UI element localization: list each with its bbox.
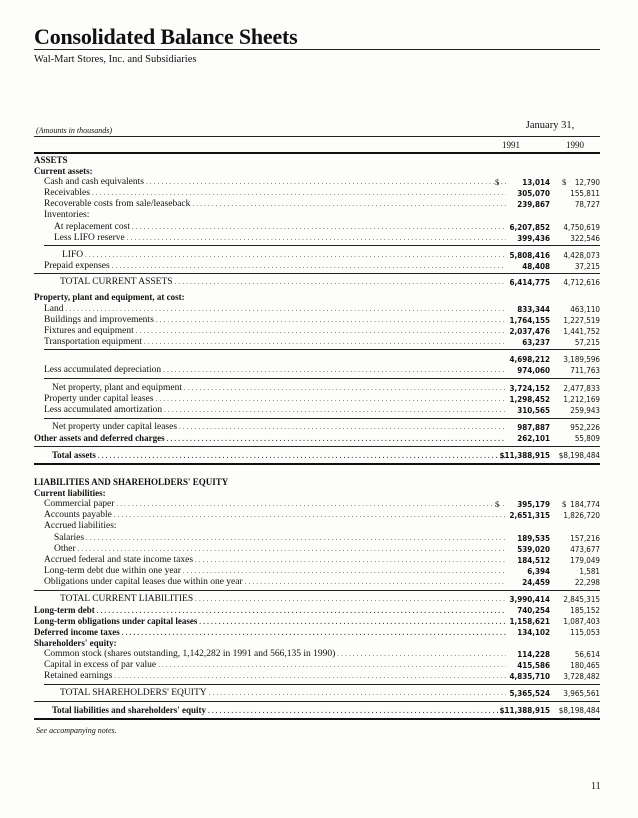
header-rule-bottom: [34, 152, 600, 154]
table-row: [34, 649, 600, 660]
table-row: [34, 277, 600, 288]
table-row: [34, 705, 600, 716]
value-1990: 4,712,616: [563, 278, 600, 287]
value-1990: 1,441,752: [563, 327, 600, 336]
net-leases-rule: [44, 418, 600, 419]
table-row: [34, 354, 600, 365]
row-label: Long-term debt due within one year . . .: [44, 566, 506, 577]
value-1990: 57,215: [574, 338, 600, 347]
value-1990: 3,965,561: [563, 689, 600, 698]
table-row: [34, 365, 600, 376]
table-row: [34, 566, 600, 577]
row-label: Other . . .: [54, 544, 506, 555]
value-1990: 259,943: [570, 406, 600, 415]
total-assets-rule-top: [34, 446, 600, 447]
row-label: Less LIFO reserve . . .: [54, 233, 506, 244]
value-1991: 239,867: [517, 200, 550, 209]
table-row: [34, 660, 600, 671]
table-row: [34, 326, 600, 337]
row-label: Long-term debt . . .: [34, 605, 506, 617]
row-label: Retained earnings . . .: [44, 671, 506, 682]
value-1991: 1,158,621: [509, 617, 550, 626]
table-row: [34, 544, 600, 555]
table-row: [34, 177, 600, 188]
value-1991: 63,237: [522, 338, 550, 347]
row-label: Salaries . . .: [54, 533, 506, 544]
row-label: Other assets and deferred charges . . .: [34, 433, 506, 445]
value-1991: 1,298,452: [509, 395, 550, 404]
current-assets-rule: [34, 273, 600, 274]
value-1990: 4,750,619: [563, 223, 600, 232]
value-1990: 37,215: [574, 262, 600, 271]
value-1990: 4,428,073: [563, 251, 600, 260]
value-1991: 5,365,524: [509, 689, 550, 698]
page-title: Consolidated Balance Sheets: [34, 24, 298, 49]
value-1990: 56,614: [574, 650, 600, 659]
table-row: [34, 638, 600, 649]
company-subtitle: Wal-Mart Stores, Inc. and Subsidiaries: [34, 54, 197, 65]
row-label: ASSETS: [34, 155, 68, 165]
table-row: [34, 210, 600, 221]
value-1990: 463,110: [570, 305, 600, 314]
row-label: Current liabilities:: [34, 488, 106, 498]
table-row: [34, 155, 600, 166]
value-1991: 6,394: [527, 567, 550, 576]
value-1990: 2,845,315: [563, 595, 600, 604]
table-row: [34, 292, 600, 303]
value-1990: 185,152: [570, 606, 600, 615]
row-label: Net property under capital leases . . .: [52, 422, 506, 433]
total-liabilities-rule-top: [34, 701, 600, 702]
column-header-1990: 1990: [566, 140, 584, 150]
value-1990: 711,763: [570, 366, 600, 375]
row-label: Accounts payable . . .: [44, 510, 506, 521]
row-label: Deferred income taxes . . .: [34, 627, 506, 639]
value-1990: 1,212,169: [563, 395, 600, 404]
table-row: [34, 166, 600, 177]
value-1990: $8,198,484: [558, 706, 600, 715]
value-1991: 4,698,212: [509, 355, 550, 364]
row-label: Inventories:: [44, 210, 90, 220]
header-rule-top: [34, 136, 600, 137]
table-row: [34, 188, 600, 199]
table-row: [34, 250, 600, 261]
row-label: Net property, plant and equipment . . .: [52, 383, 506, 394]
value-1990: 322,546: [570, 234, 600, 243]
table-row: [34, 627, 600, 638]
value-1991: 974,060: [517, 366, 550, 375]
title-rule: [34, 49, 600, 50]
value-1990: 22,298: [574, 578, 600, 587]
row-label: Accrued liabilities:: [44, 521, 117, 531]
value-1991: 13,014: [522, 178, 550, 187]
row-label: LIABILITIES AND SHAREHOLDERS' EQUITY: [34, 477, 229, 487]
value-1990: 55,809: [574, 434, 600, 443]
value-1991: 4,835,710: [509, 672, 550, 681]
table-row: [34, 594, 600, 605]
dollar-sign: $: [562, 177, 567, 187]
value-1991: 305,070: [517, 189, 550, 198]
value-1991: 987,887: [517, 423, 550, 432]
row-label: Capital in excess of par value . . .: [44, 660, 506, 671]
row-label: Buildings and improvements . . .: [44, 315, 506, 326]
row-label: TOTAL CURRENT ASSETS . . .: [60, 277, 506, 288]
value-1991: 262,101: [517, 434, 550, 443]
value-1990: 157,216: [570, 534, 600, 543]
value-1990: 3,728,482: [563, 672, 600, 681]
table-row: [34, 671, 600, 682]
table-row: [34, 499, 600, 510]
table-row: [34, 433, 600, 444]
column-header-1991: 1991: [502, 140, 520, 150]
value-1991: 539,020: [517, 545, 550, 554]
row-label: Current assets:: [34, 166, 93, 176]
value-1991: 1,764,155: [509, 316, 550, 325]
value-1991: 134,102: [517, 628, 550, 637]
row-label: Commercial paper . . .: [44, 499, 506, 510]
row-label: Fixtures and equipment . . .: [44, 326, 506, 337]
equity-rule: [44, 684, 600, 685]
value-1990: 3,189,596: [563, 355, 600, 364]
value-1991: 2,037,476: [509, 327, 550, 336]
table-row: [34, 394, 600, 405]
value-1990: 179,049: [570, 556, 600, 565]
table-row: [34, 488, 600, 499]
table-row: [34, 405, 600, 416]
value-1990: 78,727: [574, 200, 600, 209]
ppe-subtotal-rule: [44, 349, 600, 350]
lifo-rule: [44, 245, 600, 246]
row-label: Total liabilities and shareholders' equity . . .: [52, 705, 506, 717]
footnote: See accompanying notes.: [36, 726, 117, 735]
value-1991: 6,207,852: [509, 223, 550, 232]
value-1990: 180,465: [570, 661, 600, 670]
value-1991: 189,535: [517, 534, 550, 543]
row-label: Total assets . . .: [52, 450, 506, 462]
table-row: [34, 688, 600, 699]
row-label: Property, plant and equipment, at cost:: [34, 292, 185, 302]
net-ppe-rule: [44, 378, 600, 379]
table-row: [34, 233, 600, 244]
table-row: [34, 605, 600, 616]
value-1991: 2,651,315: [509, 511, 550, 520]
value-1990: 2,477,833: [563, 384, 600, 393]
row-label: TOTAL CURRENT LIABILITIES . . .: [60, 594, 506, 605]
dollar-sign: $: [495, 177, 500, 187]
page-number: 11: [591, 781, 601, 792]
value-1991: 184,512: [517, 556, 550, 565]
table-row: [34, 261, 600, 272]
dollar-sign: $: [562, 499, 567, 509]
row-label: Common stock (shares outstanding, 1,142,282 in 1991 and 566,135 in 1990) . . .: [44, 649, 506, 660]
row-label: Land . . .: [44, 304, 506, 315]
total-assets-rule-bottom: [34, 463, 600, 465]
row-label: Cash and cash equivalents . . .: [44, 177, 506, 188]
value-1991: 6,414,775: [509, 278, 550, 287]
row-label: Accrued federal and state income taxes . . .: [44, 555, 506, 566]
row-label: TOTAL SHAREHOLDERS' EQUITY . . .: [60, 688, 506, 699]
table-row: [34, 304, 600, 315]
table-row: [34, 510, 600, 521]
total-liabilities-rule-bottom: [34, 718, 600, 720]
value-1990: 1,581: [579, 567, 600, 576]
value-1990: 952,226: [570, 423, 600, 432]
value-1990: $8,198,484: [558, 451, 600, 460]
table-row: [34, 199, 600, 210]
current-liabilities-rule: [34, 590, 600, 591]
row-label: Transportation equipment . . .: [44, 337, 506, 348]
value-1990: 1,087,403: [563, 617, 600, 626]
row-label: Less accumulated amortization . . .: [44, 405, 506, 416]
value-1991: 395,179: [517, 500, 550, 509]
value-1991: 399,436: [517, 234, 550, 243]
value-1991: 5,808,416: [509, 251, 550, 260]
row-label: Recoverable costs from sale/leaseback . . .: [44, 199, 506, 210]
value-1991: 24,459: [522, 578, 550, 587]
row-label: At replacement cost . . .: [54, 222, 506, 233]
table-row: [34, 477, 600, 488]
value-1990: 1,826,720: [563, 511, 600, 520]
value-1990: 12,790: [574, 178, 600, 187]
row-label: Less accumulated depreciation . . .: [44, 365, 506, 376]
value-1991: 3,990,414: [509, 595, 550, 604]
row-label: Long-term obligations under capital leases . . .: [34, 616, 506, 628]
table-row: [34, 577, 600, 588]
table-row: [34, 315, 600, 326]
value-1991: 3,724,152: [509, 384, 550, 393]
value-1991: 833,344: [517, 305, 550, 314]
table-row: [34, 450, 600, 461]
value-1991: 48,408: [522, 262, 550, 271]
table-row: [34, 616, 600, 627]
value-1991: 310,565: [517, 406, 550, 415]
amounts-note: (Amounts in thousands): [36, 126, 112, 135]
table-row: [34, 337, 600, 348]
row-label: LIFO . . .: [62, 250, 506, 261]
value-1990: 473,677: [570, 545, 600, 554]
dollar-sign: $: [495, 499, 500, 509]
table-row: [34, 383, 600, 394]
row-label: Prepaid expenses . . .: [44, 261, 506, 272]
table-row: [34, 555, 600, 566]
value-1990: 155,811: [570, 189, 600, 198]
value-1990: 1,227,519: [563, 316, 600, 325]
value-1990: 184,774: [570, 500, 600, 509]
value-1991: $11,388,915: [499, 451, 550, 460]
table-row: [34, 222, 600, 233]
value-1990: 115,053: [570, 628, 600, 637]
row-label: Property under capital leases . . .: [44, 394, 506, 405]
row-label: Receivables . . .: [44, 188, 506, 199]
row-label: Shareholders' equity:: [34, 638, 117, 648]
value-1991: $11,388,915: [499, 706, 550, 715]
table-row: [34, 521, 600, 532]
value-1991: 740,254: [517, 606, 550, 615]
row-label: Obligations under capital leases due within one year . . .: [44, 577, 506, 588]
table-row: [34, 422, 600, 433]
value-1991: 114,228: [517, 650, 550, 659]
date-header: January 31,: [525, 120, 575, 131]
value-1991: 415,586: [517, 661, 550, 670]
table-row: [34, 533, 600, 544]
